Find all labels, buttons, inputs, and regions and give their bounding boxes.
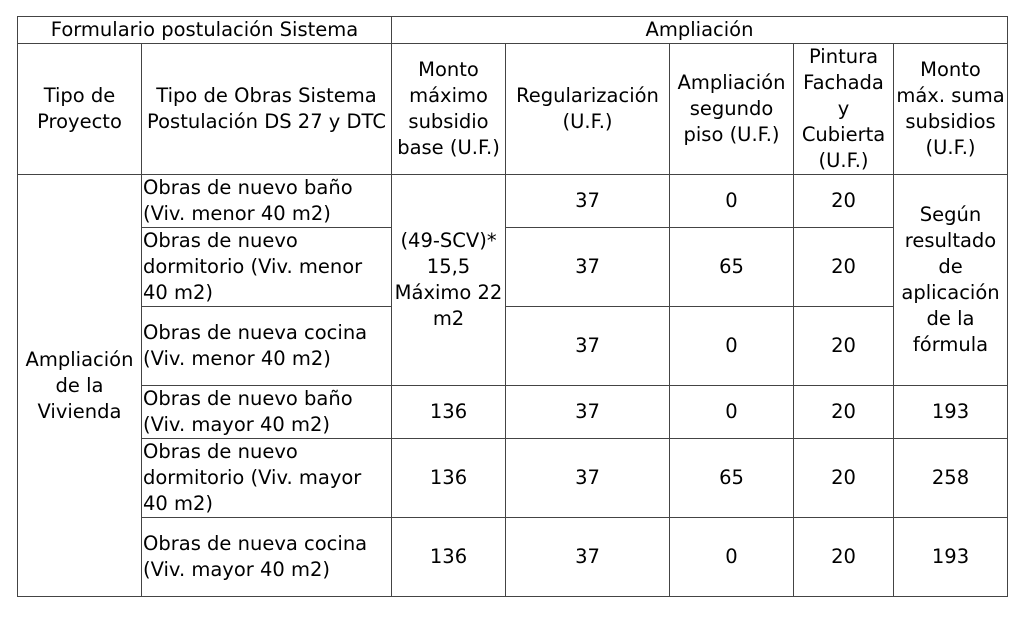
segundo-piso-cell: 65 <box>670 228 794 307</box>
table-row <box>18 307 1008 386</box>
pintura-cell: 20 <box>794 518 894 597</box>
form-title-cell: Formulario postulación Sistema <box>18 17 392 44</box>
pintura-cell: 20 <box>794 439 894 518</box>
segundo-piso-cell: 0 <box>670 518 794 597</box>
segundo-piso-cell: 0 <box>670 175 794 228</box>
monto-base-cell: 136 <box>392 386 506 439</box>
col-header-pintura: Pintura Fachada y Cubierta (U.F.) <box>794 44 894 175</box>
table-row <box>18 386 1008 439</box>
col-header-tipo-obras: Tipo de Obras Sistema Postulación DS 27 y DTC <box>142 44 392 175</box>
obra-cell: Obras de nuevo baño (Viv. menor 40 m2) <box>142 175 392 228</box>
ampliacion-header-cell: Ampliación <box>392 17 1008 44</box>
regularizacion-cell: 37 <box>506 386 670 439</box>
regularizacion-cell: 37 <box>506 228 670 307</box>
obra-cell: Obras de nuevo dormitorio (Viv. menor 40 m2) <box>142 228 392 307</box>
pintura-cell: 20 <box>794 386 894 439</box>
project-type-cell: Ampliación de la Vivienda <box>18 175 142 597</box>
monto-suma-cell: 193 <box>894 386 1008 439</box>
pintura-cell: 20 <box>794 307 894 386</box>
obra-cell: Obras de nueva cocina (Viv. mayor 40 m2) <box>142 518 392 597</box>
obra-cell: Obras de nuevo dormitorio (Viv. mayor 40 m2) <box>142 439 392 518</box>
pintura-cell: 20 <box>794 228 894 307</box>
segundo-piso-cell: 65 <box>670 439 794 518</box>
monto-base-cell: 136 <box>392 439 506 518</box>
table-row <box>18 228 1008 307</box>
regularizacion-cell: 37 <box>506 175 670 228</box>
col-header-monto-base: Monto máximo subsidio base (U.F.) <box>392 44 506 175</box>
header-row <box>18 17 1008 44</box>
col-header-monto-suma: Monto máx. suma subsidios (U.F.) <box>894 44 1008 175</box>
formula-base-cell: (49-SCV)* 15,5 Máximo 22 m2 <box>392 175 506 386</box>
regularizacion-cell: 37 <box>506 439 670 518</box>
column-header-row <box>18 44 1008 175</box>
table-row <box>18 518 1008 597</box>
segun-resultado-cell: Según resultado de aplicación de la fórmula <box>894 175 1008 386</box>
table-row <box>18 439 1008 518</box>
monto-suma-cell: 258 <box>894 439 1008 518</box>
col-header-segundo-piso: Ampliación segundo piso (U.F.) <box>670 44 794 175</box>
table-row <box>18 175 1008 228</box>
col-header-tipo-proyecto: Tipo de Proyecto <box>18 44 142 175</box>
monto-base-cell: 136 <box>392 518 506 597</box>
regularizacion-cell: 37 <box>506 518 670 597</box>
obra-cell: Obras de nuevo baño (Viv. mayor 40 m2) <box>142 386 392 439</box>
segundo-piso-cell: 0 <box>670 307 794 386</box>
monto-suma-cell: 193 <box>894 518 1008 597</box>
segundo-piso-cell: 0 <box>670 386 794 439</box>
col-header-regularizacion: Regularización (U.F.) <box>506 44 670 175</box>
regularizacion-cell: 37 <box>506 307 670 386</box>
subsidy-table <box>17 16 1008 597</box>
pintura-cell: 20 <box>794 175 894 228</box>
obra-cell: Obras de nueva cocina (Viv. menor 40 m2) <box>142 307 392 386</box>
